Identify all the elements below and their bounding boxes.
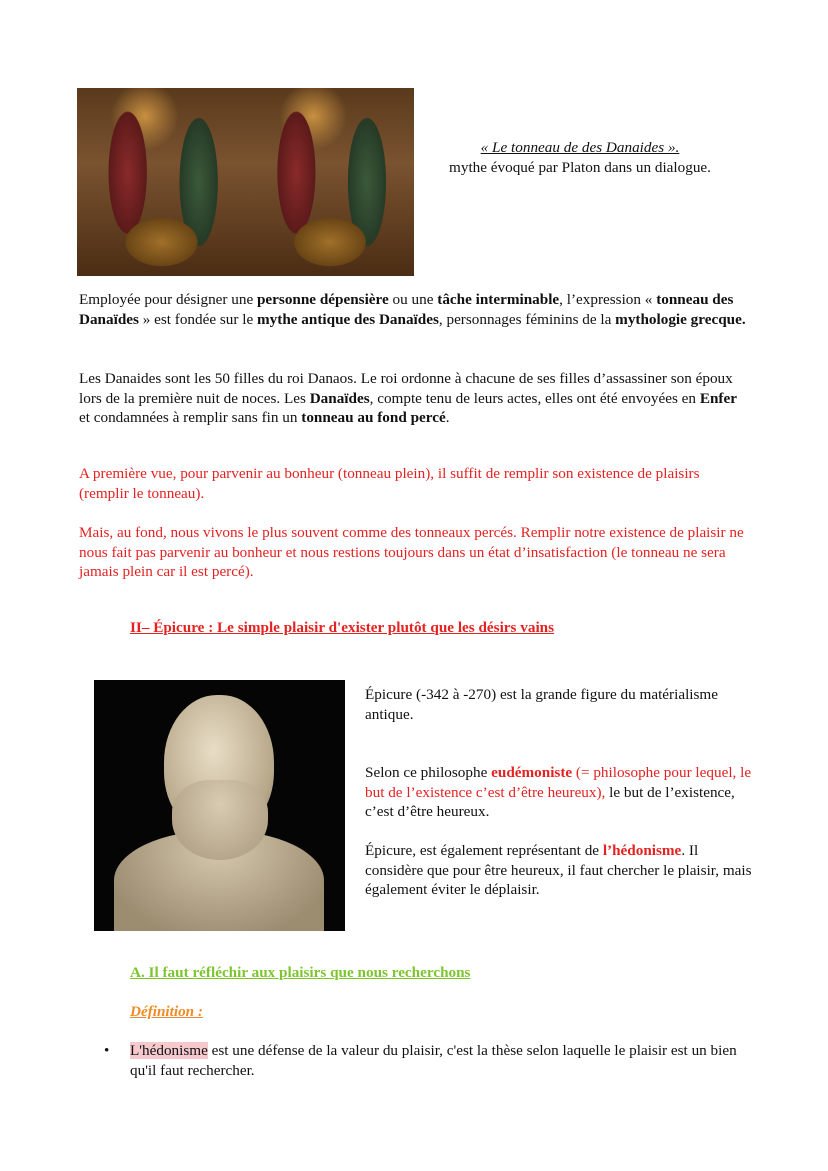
- paragraph-expression: [79, 290, 749, 329]
- text-run: .: [445, 409, 450, 426]
- paragraph-pierced-barrels: Mais, au fond, nous vivons le plus souvent comme des tonneaux percés. Remplir notre existence de plaisir ne nous fait pas parvenir au bonheur et nous restions toujours dans un état d’insatisfaction (le tonneau ne sera jamais plein car il est percé).: [79, 524, 744, 580]
- text-run: ou une: [388, 291, 438, 308]
- text-run: » est fondée sur le: [138, 310, 258, 328]
- text-run: , compte tenu de leurs actes, elles ont été envoyées en: [369, 389, 700, 407]
- text-run: «: [644, 291, 657, 308]
- text-run: , l’expression: [559, 291, 645, 308]
- text-run: . Il considère que pour être heureux, il faut chercher le plaisir, mais également éviter le déplaisir.: [365, 842, 752, 898]
- paragraph-danaides: [79, 369, 749, 428]
- text-run: Les Danaides sont les 50 filles du roi Danaos. Le roi ordonne à chacune de ses filles d’assassiner son époux lors de la première nuit de noces. Les: [79, 370, 733, 407]
- bold-text-run: mythologie grecque.: [615, 310, 746, 328]
- definition-text: est une défense de la valeur du plaisir, c'est la thèse selon laquelle le plaisir est un bien qu'il faut rechercher.: [130, 1042, 737, 1079]
- paragraph-eudemonist: [365, 763, 760, 822]
- paragraph-epicure-intro: Épicure (-342 à -270) est la grande figure du matérialisme antique.: [365, 686, 718, 723]
- definition-item: [130, 1041, 750, 1080]
- bold-text-run: Enfer: [699, 389, 737, 407]
- text-run: , personnages féminins de la: [438, 310, 616, 328]
- text-run: et condamnées à remplir sans fin un: [79, 409, 302, 426]
- text-run: Selon ce philosophe: [365, 764, 492, 781]
- highlighted-term: L'hédonisme: [130, 1042, 208, 1059]
- bold-text-run: tonneau au fond percé: [301, 409, 446, 426]
- epicurus-bust-image: [94, 680, 345, 931]
- caption-subtitle: mythe évoqué par Platon dans un dialogue.: [449, 158, 711, 176]
- painting-panel: [246, 88, 415, 276]
- bold-text-run: personne dépensière: [256, 291, 389, 308]
- bold-text-run: tonneau des Danaïdes: [79, 291, 734, 328]
- bold-text-run: eudémoniste: [491, 764, 573, 781]
- bullet-icon: •: [104, 1042, 110, 1059]
- definition-label: Définition :: [130, 1003, 203, 1020]
- section-heading-epicure: II– Épicure : Le simple plaisir d'exister plutôt que les désirs vains: [130, 619, 555, 636]
- text-run: (= philosophe pour lequel, le but de l’existence c’est d’être heureux),: [365, 764, 752, 801]
- paragraph-first-view: A première vue, pour parvenir au bonheur (tonneau plein), il suffit de remplir son existence de plaisirs (remplir le tonneau).: [79, 465, 700, 502]
- bold-text-run: Danaïdes: [309, 389, 370, 407]
- paragraph-hedonism: [365, 841, 760, 900]
- painting-panel: [77, 88, 246, 276]
- subsection-heading-a: A. Il faut réfléchir aux plaisirs que nous recherchons: [130, 964, 471, 981]
- caption-title: « Le tonneau de des Danaides ».: [480, 139, 680, 156]
- text-run: Employée pour désigner une: [79, 291, 257, 308]
- text-run: le but de l’existence, c’est d’être heureux.: [365, 783, 735, 820]
- danaides-painting-image: [77, 88, 414, 276]
- image-caption: [425, 138, 735, 177]
- bold-text-run: mythe antique des Danaïdes: [257, 310, 439, 328]
- bold-text-run: tâche interminable: [437, 291, 560, 308]
- bold-text-run: l’hédonisme: [602, 842, 682, 859]
- text-run: Épicure, est également représentant de: [365, 842, 603, 859]
